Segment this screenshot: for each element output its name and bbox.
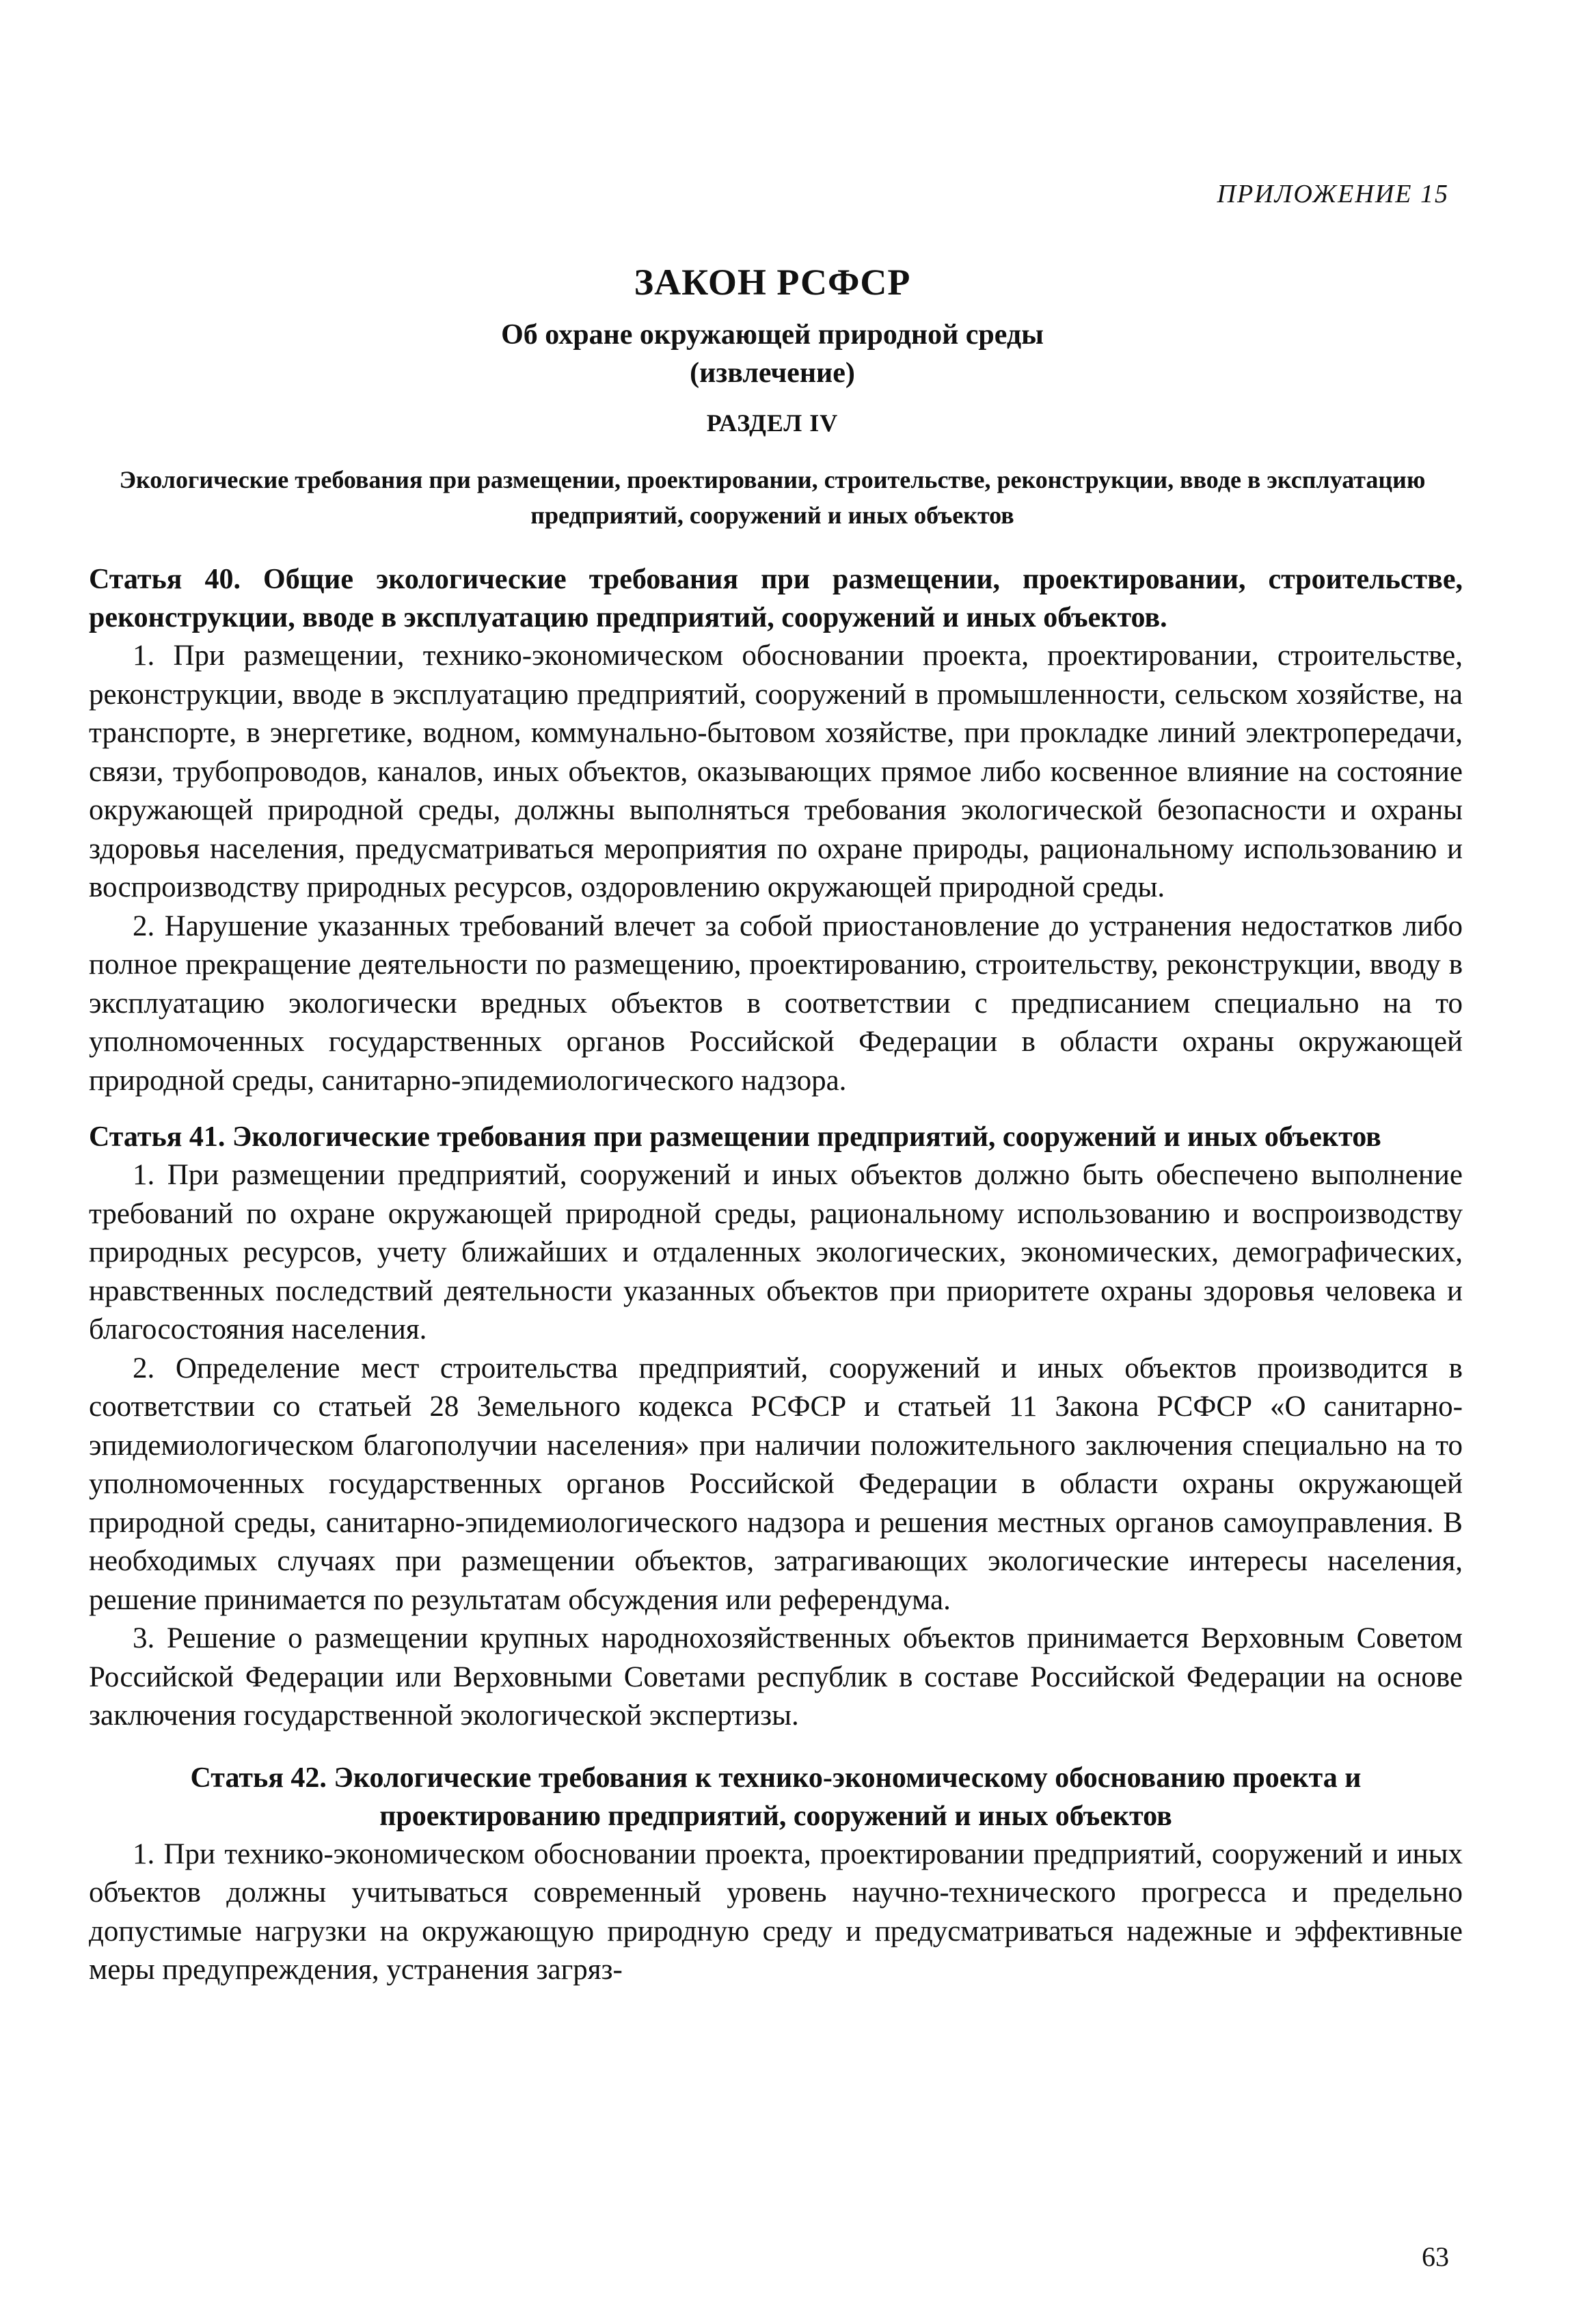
paragraph: 2. Нарушение указанных требований влечет за собой приостановление до устранения недостатков либо полное прекращение деятельности по размещению, проектированию, строительству, реконструкции, вводу в эксплуатацию экологически вредных объектов в соответствии с предписанием специально на то уполномоченных государственных органов Российской Федерации в области охраны окружающей природной среды, санитарно-эпидемиологического надзора.: [89, 910, 1463, 1097]
paragraph: 1. При размещении, технико-экономическом обосновании проекта, проектировании, строительстве, реконструкции, вводе в эксплуатацию предприятий, сооружений в промышленности, сельском хозяйстве, на транспорте, в энергетике, водном, коммунально-бытовом хозяйстве, при прокладке линий электропередачи, связи, трубопроводов, каналов, иных объектов, оказывающих прямое либо косвенное влияние на состояние окружающей природной среды, должны выполняться требования экологической безопасности и охраны здоровья населения, предусматриваться мероприятия по охране природы, рациональному использованию и воспроизводству природных ресурсов, оздоровлению окружающей природной среды.: [89, 640, 1463, 903]
section-title: Экологические требования при размещении, проектировании, строительстве, реконструкции, вводе в эксплуатацию предприятий, сооружений и иных объектов: [119, 466, 1426, 529]
article-41: [89, 1118, 1463, 1736]
article-40: [89, 560, 1463, 1100]
article-42: [89, 1759, 1463, 1990]
law-title: ЗАКОН РСФСР: [634, 262, 911, 303]
article-heading: Статья 42. Экологические требования к технико-экономическому обоснованию проекта и проектированию предприятий, сооружений и иных объектов: [190, 1762, 1362, 1832]
paragraph: 3. Решение о размещении крупных народнохозяйственных объектов принимается Верховным Советом Российской Федерации или Верховными Советами республик в составе Российской Федерации на основе заключения государственной экологической экспертизы.: [89, 1622, 1463, 1732]
appendix-label: ПРИЛОЖЕНИЕ 15: [1217, 180, 1449, 208]
paragraph: 1. При размещении предприятий, сооружений и иных объектов должно быть обеспечено выполнение требований по охране окружающей природной среды, рациональному использованию и воспроизводству природных ресурсов, учету ближайших и отдаленных экологических, экономических, демографических, нравственных последствий деятельности указанных объектов при приоритете охраны здоровья человека и благосостояния населения.: [89, 1159, 1463, 1345]
law-subtitle: Об охране окружающей природной среды (извлечение): [501, 319, 1044, 389]
document-body: [89, 560, 1463, 1990]
article-heading: Статья 41. Экологические требования при размещении предприятий, сооружений и иных объектов: [89, 1121, 1381, 1153]
section-number: РАЗДЕЛ IV: [706, 409, 839, 437]
article-heading: Статья 40. Общие экологические требования при размещении, проектировании, строительстве, реконструкции, вводе в эксплуатацию предприятий, сооружений и иных объектов.: [89, 564, 1463, 633]
paragraph: 2. Определение мест строительства предприятий, сооружений и иных объектов производится в соответствии со статьей 28 Земельного кодекса РСФСР и статьей 11 Закона РСФСР «О санитарно-эпидемиологическом благополучии населения» при наличии положительного заключения специально на то уполномоченных государственных органов Российской Федерации в области охраны окружающей природной среды, санитарно-эпидемиологического надзора и решения местных органов самоуправления. В необходимых случаях при размещении объектов, затрагивающих экологические интересы населения, решение принимается по результатам обсуждения или референдума.: [89, 1352, 1463, 1616]
page-number: 63: [1422, 2241, 1449, 2272]
paragraph: 1. При технико-экономическом обосновании проекта, проектировании предприятий, сооружений и иных объектов должны учитываться современный уровень научно-технического прогресса и предельно допустимые нагрузки на окружающую природную среду и предусматриваться надежные и эффективные меры предупреждения, устранения загряз-: [89, 1837, 1463, 1986]
